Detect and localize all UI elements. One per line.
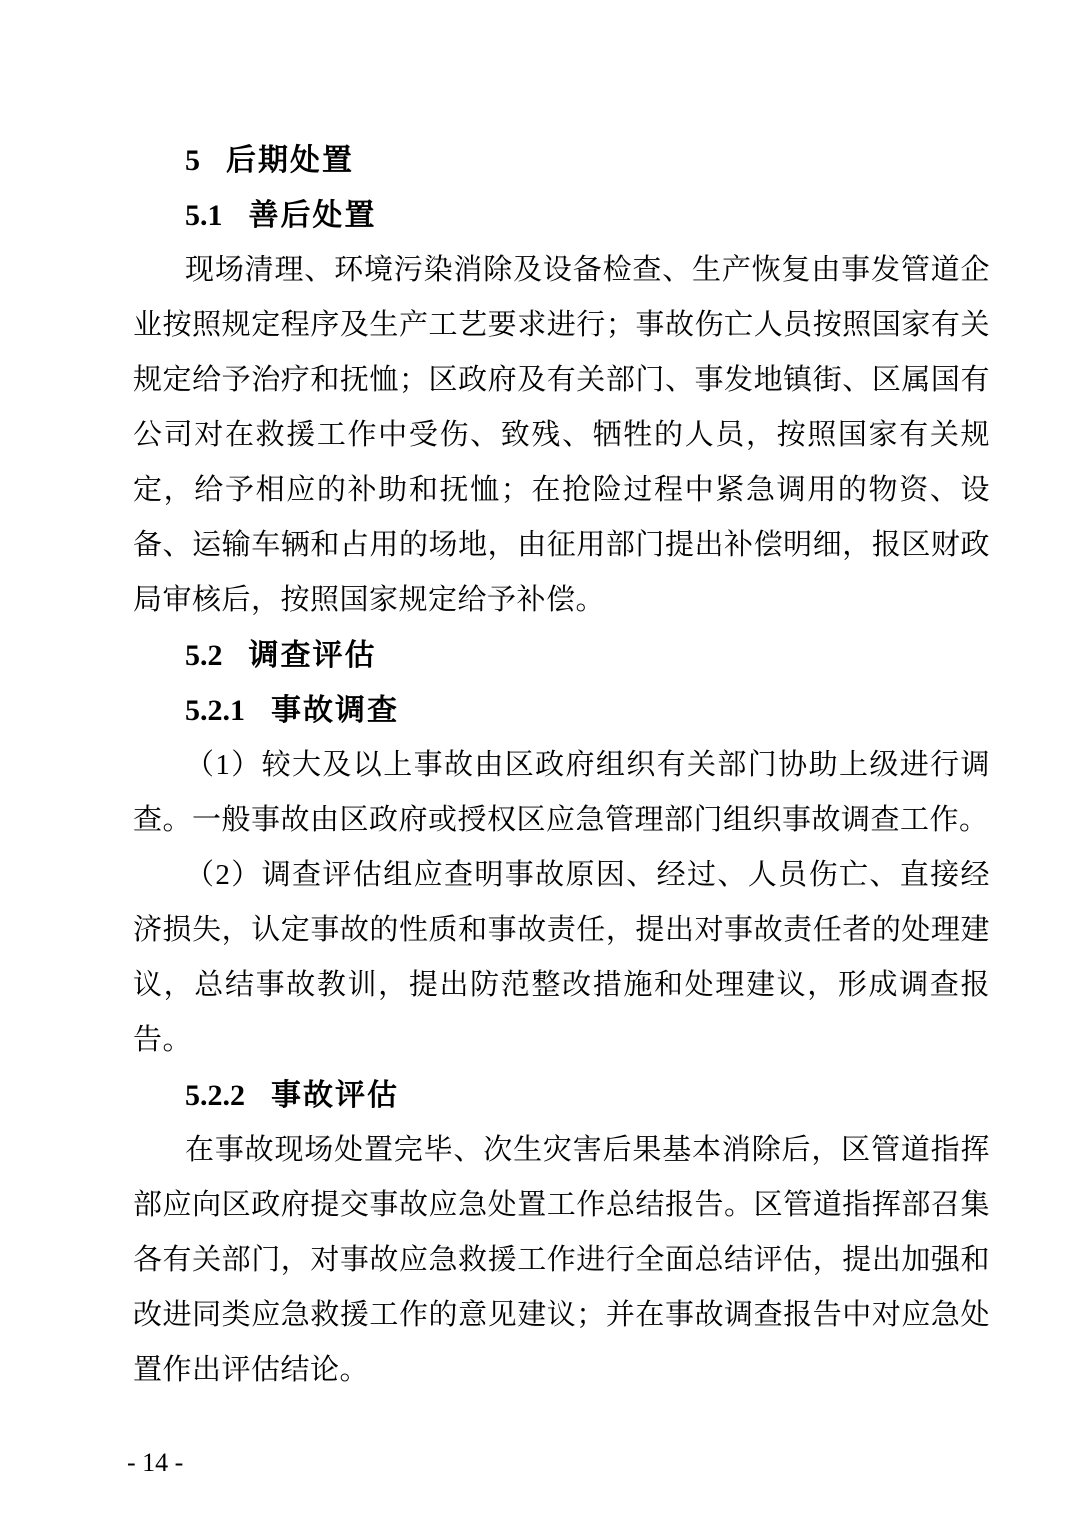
- section-title: 事故评估: [271, 1079, 399, 1112]
- section-heading-5-2-2: [133, 1068, 990, 1123]
- section-heading-5: [133, 133, 990, 188]
- section-number: 5.2.1: [185, 694, 245, 727]
- section-heading-5-2: [133, 628, 990, 683]
- section-number: 5.1: [185, 199, 223, 232]
- section-heading-5-2-1: [133, 683, 990, 738]
- paragraph-accident-evaluation: 在事故现场处置完毕、次生灾害后果基本消除后，区管道指挥部应向区政府提交事故应急处置工作总结报告。区管道指挥部召集各有关部门，对事故应急救援工作进行全面总结评估，提出加强和改进同类应急救援工作的意见建议；并在事故调查报告中对应急处置作出评估结论。: [133, 1134, 990, 1386]
- section-heading-5-1: [133, 188, 990, 243]
- section-title: 事故调查: [271, 694, 399, 727]
- page-number: - 14 -: [127, 1448, 184, 1477]
- section-number: 5.2: [185, 639, 223, 672]
- paragraph-accident-investigation-2: （2）调查评估组应查明事故原因、经过、人员伤亡、直接经济损失，认定事故的性质和事故责任，提出对事故责任者的处理建议，总结事故教训，提出防范整改措施和处理建议，形成调查报告。: [133, 859, 990, 1056]
- section-title: 调查评估: [248, 639, 377, 672]
- section-number: 5: [185, 144, 200, 177]
- paragraph-aftermath-handling: 现场清理、环境污染消除及设备检查、生产恢复由事发管道企业按照规定程序及生产工艺要求进行；事故伤亡人员按照国家有关规定给予治疗和抚恤；区政府及有关部门、事发地镇街、区属国有公司对在救援工作中受伤、致残、牺牲的人员，按照国家有关规定，给予相应的补助和抚恤；在抢险过程中紧急调用的物资、设备、运输车辆和占用的场地，由征用部门提出补偿明细，报区财政局审核后，按照国家规定给予补偿。: [133, 254, 990, 616]
- section-number: 5.2.2: [185, 1079, 245, 1112]
- section-title: 后期处置: [226, 144, 354, 177]
- paragraph-accident-investigation-1: （1）较大及以上事故由区政府组织有关部门协助上级进行调查。一般事故由区政府或授权区应急管理部门组织事故调查工作。: [133, 749, 990, 836]
- section-title: 善后处置: [248, 199, 377, 232]
- document-body: [133, 133, 990, 1398]
